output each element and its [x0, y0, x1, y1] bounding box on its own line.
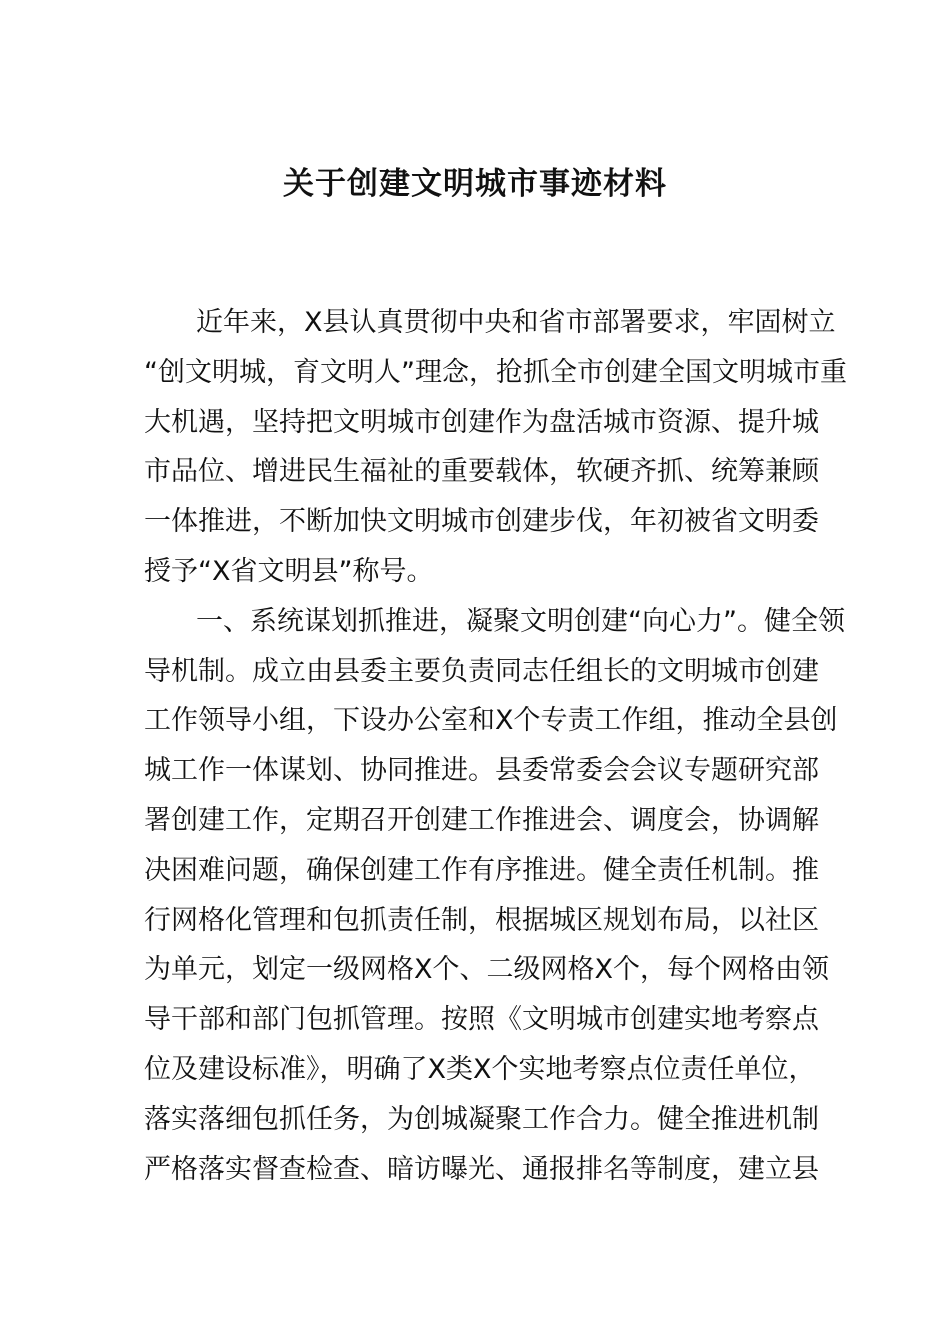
paragraph-line: 落实落细包抓任务，为创城凝聚工作合力。健全推进机制	[144, 1103, 819, 1135]
paragraph-line: 大机遇，坚持把文明城市创建作为盘活城市资源、提升城	[144, 406, 819, 438]
paragraph-line: “创文明城，育文明人”理念，抢抓全市创建全国文明城市重	[144, 356, 847, 388]
paragraph-line: 位及建设标准》，明确了X类X个实地考察点位责任单位，	[144, 1053, 816, 1085]
paragraph-line: 近年来，X县认真贯彻中央和省市部署要求，牢固树立	[196, 307, 836, 338]
document-title: 关于创建文明城市事迹材料	[283, 166, 667, 202]
paragraph-line: 一体推进，不断加快文明城市创建步伐，年初被省文明委	[144, 506, 819, 538]
paragraph-line: 一、系统谋划抓推进，凝聚文明创建“向心力”。健全领	[196, 605, 845, 637]
paragraph-line: 城工作一体谋划、协同推进。县委常委会会议专题研究部	[144, 755, 819, 787]
paragraph-line: 为单元，划定一级网格X个、二级网格X个，每个网格由领	[144, 954, 829, 986]
paragraph-line: 授予“X省文明县”称号。	[144, 555, 434, 587]
paragraph-line: 署创建工作，定期召开创建工作推进会、调度会，协调解	[144, 804, 819, 836]
paragraph-line: 工作领导小组，下设办公室和X个专责工作组，推动全县创	[144, 705, 838, 737]
paragraph-line: 市品位、增进民生福祉的重要载体，软硬齐抓、统筹兼顾	[144, 456, 819, 488]
paragraph-line: 导干部和部门包抓管理。按照《文明城市创建实地考察点	[144, 1004, 819, 1036]
paragraph-line: 行网格化管理和包抓责任制，根据城区规划布局，以社区	[144, 904, 819, 936]
paragraph-line: 严格落实督查检查、暗访曝光、通报排名等制度，建立县	[144, 1153, 819, 1185]
paragraph-line: 导机制。成立由县委主要负责同志任组长的文明城市创建	[144, 655, 819, 687]
document-body	[144, 298, 847, 1194]
paragraph-line: 决困难问题，确保创建工作有序推进。健全责任机制。推	[144, 854, 819, 886]
